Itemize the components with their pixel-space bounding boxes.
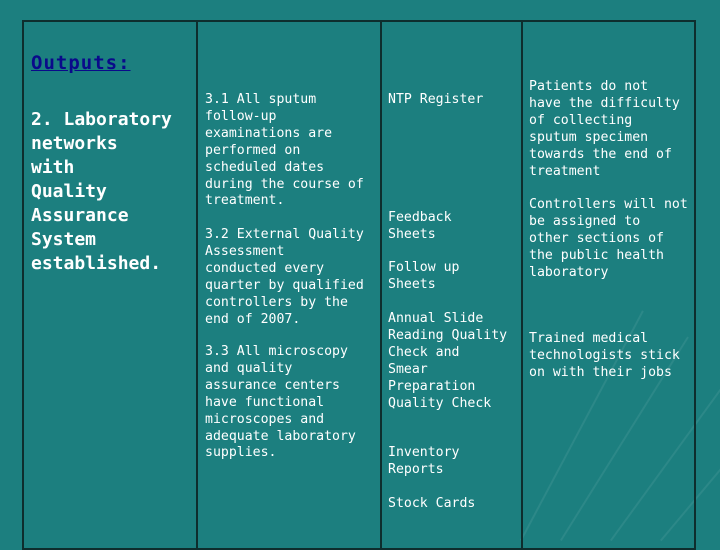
verification-ntp-register: NTP Register	[388, 92, 484, 107]
verification-annual-slide-reading: Annual Slide Reading Quality Check and Smear Preparation Quality Check	[388, 311, 508, 411]
verification-inventory-reports: Inventory Reports	[388, 445, 460, 477]
indicator-3-3: 3.3 All microscopy and quality assurance centers have functional microscopes and adequate laboratory supplies.	[205, 344, 356, 461]
assumption-technologists: Trained medical technologists stick on with their jobs	[529, 331, 680, 380]
assumption-controllers: Controllers will not be assigned to other sections of the public health laboratory	[529, 197, 688, 280]
verification-feedback-sheets: Feedback Sheets	[388, 210, 452, 242]
verification-follow-up-sheets: Follow up Sheets	[388, 260, 460, 292]
outputs-heading: Outputs:	[31, 52, 131, 74]
verification-stock-cards: Stock Cards	[388, 496, 476, 511]
indicator-3-1: 3.1 All sputum follow-up examinations are performed on scheduled dates during the course of treatment.	[205, 92, 364, 209]
assumption-patients: Patients do not have the difficulty of collecting sputum specimen towards the end of treatment	[529, 79, 680, 179]
column-divider-indicators	[196, 20, 198, 550]
column-divider-verification	[380, 20, 382, 550]
column-divider-assumptions	[521, 20, 523, 550]
output-item: 2. Laboratory networks with Quality Assurance System established.	[31, 109, 172, 274]
indicator-3-2: 3.2 External Quality Assessment conducted every quarter by qualified controllers by the end of 2007.	[205, 227, 364, 327]
